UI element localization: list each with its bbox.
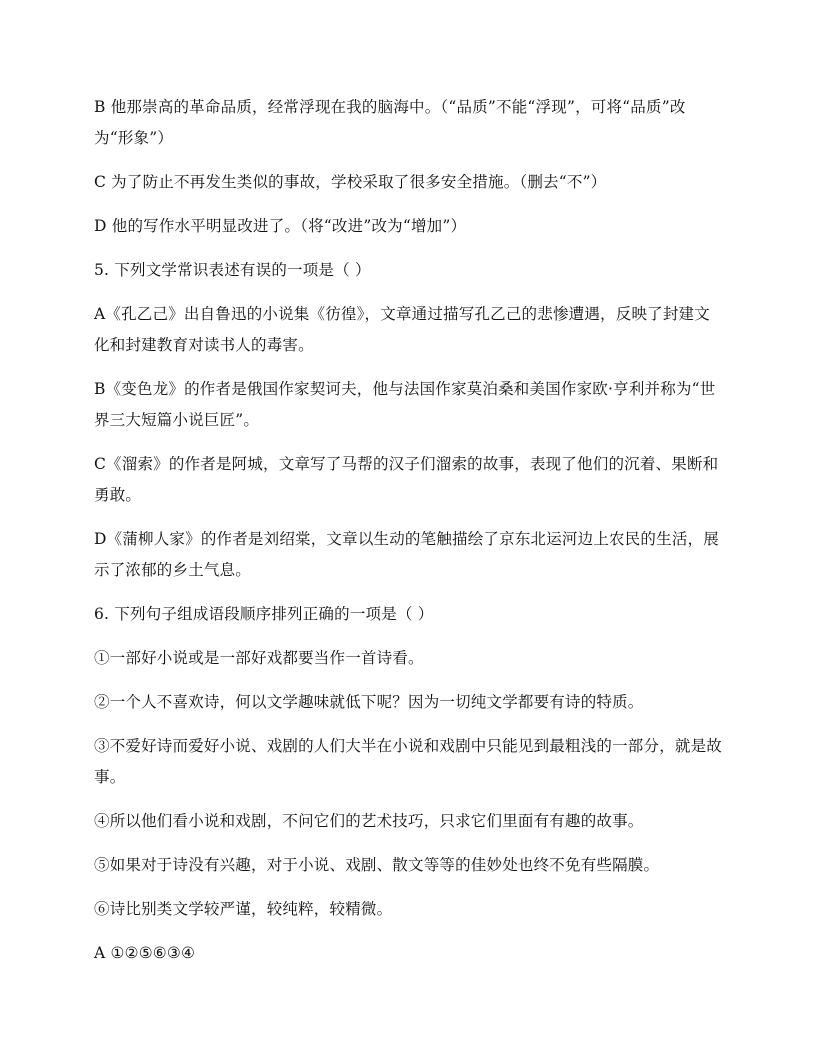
option-b-question-5: B《变色龙》的作者是俄国作家契诃夫，他与法国作家莫泊桑和美国作家欧·亨利并称为“世界三大短篇小说巨匠”。: [94, 380, 716, 429]
sentence-1: ①一部好小说或是一部好戏都要当作一首诗看。: [94, 649, 424, 667]
option-b-item4: B 他那崇高的革命品质，经常浮现在我的脑海中。（“品质”不能“浮现”，可将“品质”改为“形象”）: [94, 98, 686, 147]
sentence-2: ②一个人不喜欢诗，何以文学趣味就低下呢？因为一切纯文学都要有诗的特质。: [94, 693, 644, 711]
option-d-item4: D 他的写作水平明显改进了。（将“改进”改为“增加”）: [94, 217, 467, 235]
sentence-6: ⑥诗比别类文学较严谨，较纯粹，较精微。: [94, 900, 393, 918]
option-c-item4: C 为了防止不再发生类似的事故，学校采取了很多安全措施。（删去“不”）: [94, 173, 607, 191]
option-d-question-5: D《蒲柳人家》的作者是刘绍棠，文章以生动的笔触描绘了京东北运河边上农民的生活，展示了浓郁的乡土气息。: [94, 530, 719, 579]
question-5-stem: 5. 下列文学常识表述有误的一项是（ ）: [94, 261, 371, 279]
document-body: [94, 92, 722, 969]
sentence-3: ③不爱好诗而爱好小说、戏剧的人们大半在小说和戏剧中只能见到最粗浅的一部分，就是故事。: [94, 737, 723, 786]
option-a-question-6: A ①②⑤⑥③④: [94, 944, 196, 962]
option-c-question-5: C《溜索》的作者是阿城，文章写了马帮的汉子们溜索的故事，表现了他们的沉着、果断和勇敢。: [94, 455, 719, 504]
sentence-4: ④所以他们看小说和戏剧，不问它们的艺术技巧，只求它们里面有有趣的故事。: [94, 812, 644, 830]
sentence-5: ⑤如果对于诗没有兴趣，对于小说、戏剧、散文等等的佳妙处也终不免有些隔膜。: [94, 856, 660, 874]
option-a-question-5: A《孔乙己》出自鲁迅的小说集《彷徨》，文章通过描写孔乙己的悲惨遭遇，反映了封建文化和封建教育对读书人的毒害。: [94, 305, 710, 354]
question-6-stem: 6. 下列句子组成语段顺序排列正确的一项是（ ）: [94, 605, 434, 623]
